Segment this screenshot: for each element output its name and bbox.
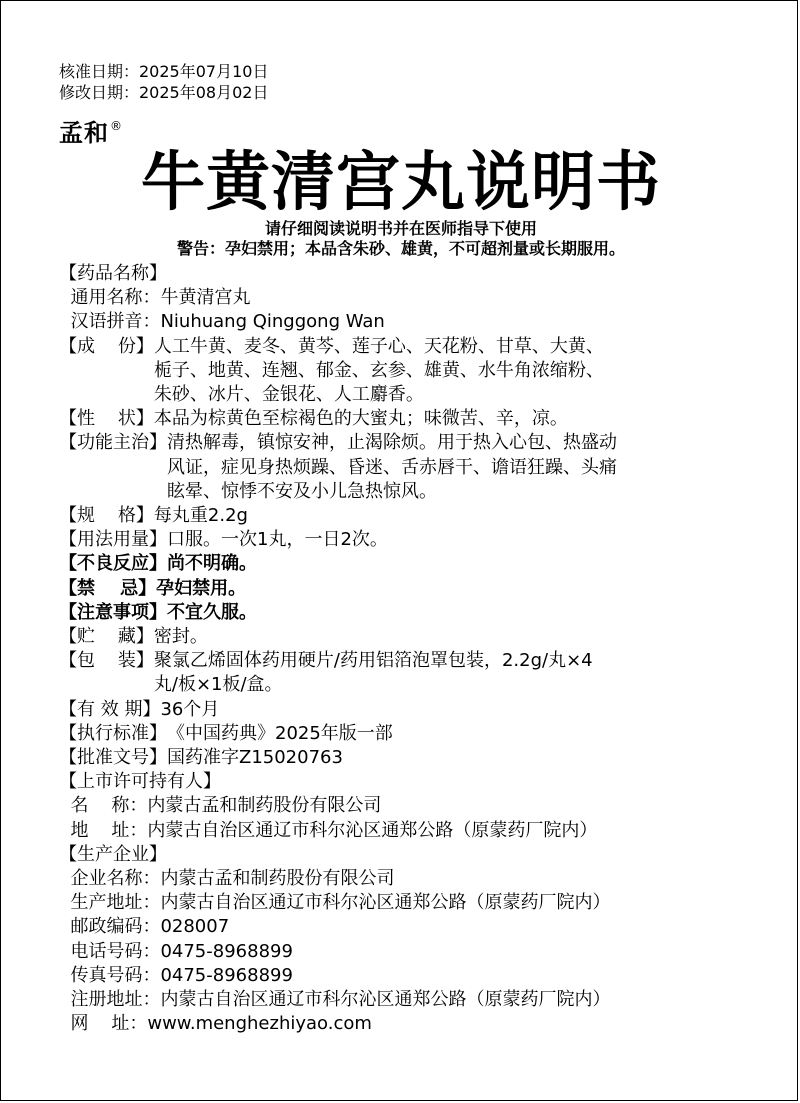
- section-heading: 【药品名称】: [59, 263, 167, 284]
- dosage-row: [59, 528, 789, 552]
- contraindications-value: 孕妇禁用。: [156, 577, 247, 599]
- adverse-value: 尚不明确。: [167, 553, 257, 575]
- mah-name-row: [59, 794, 789, 818]
- brand-name: 孟和: [59, 119, 109, 147]
- phone-row: [59, 940, 789, 964]
- standard-row: [59, 722, 789, 746]
- ingredients-value: 人工牛黄、麦冬、黄芩、莲子心、天花粉、甘草、大黄、 栀子、地黄、连翘、郁金、玄参、雄黄、水牛角浓缩粉、 朱砂、冰片、金银花、人工麝香。: [153, 335, 604, 406]
- dosage-value: 口服。一次1丸，一日2次。: [167, 529, 388, 551]
- dates-block: [59, 61, 268, 103]
- field-label: 传真号码：: [59, 964, 161, 986]
- field-label: 网 址：: [59, 1013, 148, 1035]
- mah-name-value: 内蒙古孟和制药股份有限公司: [147, 795, 382, 817]
- storage-row: [59, 625, 789, 649]
- section-label: 【贮 藏】: [59, 626, 154, 648]
- section-label: 【功能主治】: [59, 432, 167, 454]
- section-label: 【包 装】: [59, 650, 154, 672]
- generic-name-value: 牛黄清宫丸: [160, 287, 251, 309]
- validity-value: 36个月: [160, 698, 220, 720]
- mah-address-value: 内蒙古自治区通辽市科尔沁区通郑公路（原蒙药厂院内）: [147, 819, 598, 841]
- warning-notice: 警告：孕妇禁用；本品含朱砂、雄黄，不可超剂量或长期服用。: [176, 239, 625, 258]
- field-label: 通用名称：: [59, 287, 161, 309]
- adverse-row: [59, 552, 789, 576]
- generic-name-row: [59, 286, 789, 310]
- section-label: 【性 状】: [59, 408, 154, 430]
- fax-row: [59, 964, 789, 988]
- section-heading: 【生产企业】: [59, 843, 167, 865]
- section-heading: 【上市许可持有人】: [59, 771, 221, 793]
- postcode-value: 028007: [160, 916, 230, 938]
- section-label: 【不良反应】: [59, 553, 167, 575]
- section-label: 【有 效 期】: [59, 698, 161, 720]
- package-value: 聚氯乙烯固体药用硬片/药用铝箔泡罩包装，2.2g/丸×4 丸/板×1板/盒。: [153, 650, 593, 696]
- section-label: 【禁 忌】: [59, 577, 157, 599]
- registered-address-row: [59, 988, 789, 1012]
- field-label: 注册地址：: [59, 989, 161, 1011]
- page-title: 牛黄清宫丸说明书: [141, 145, 661, 220]
- standard-value: 《中国药典》2025年版一部: [167, 722, 393, 744]
- spec-row: [59, 504, 789, 528]
- phone-value: 0475-8968899: [160, 940, 293, 962]
- indications-row: [59, 431, 789, 504]
- manufacturer-address-value: 内蒙古自治区通辽市科尔沁区通郑公路（原蒙药厂院内）: [160, 892, 611, 914]
- section-label: 【批准文号】: [59, 747, 167, 769]
- postcode-row: [59, 915, 789, 939]
- section-label: 【执行标准】: [59, 722, 167, 744]
- field-label: 生产地址：: [59, 892, 161, 914]
- mah-address-row: [59, 819, 789, 843]
- character-value: 本品为棕黄色至棕褐色的大蜜丸；味微苦、辛，凉。: [153, 408, 568, 430]
- read-notice: 请仔细阅读说明书并在医师指导下使用: [264, 219, 537, 238]
- leaflet-content: [59, 262, 789, 1037]
- manufacturer-name-row: [59, 867, 789, 891]
- spec-value: 每丸重2.2g: [153, 505, 248, 527]
- contraindications-row: [59, 577, 789, 601]
- drug-name-heading: [59, 262, 789, 286]
- field-label: 邮政编码：: [59, 916, 161, 938]
- registered-address-value: 内蒙古自治区通辽市科尔沁区通郑公路（原蒙药厂院内）: [160, 989, 611, 1011]
- mah-heading: [59, 770, 789, 794]
- fax-value: 0475-8968899: [160, 964, 293, 986]
- field-label: 地 址：: [59, 819, 148, 841]
- character-row: [59, 407, 789, 431]
- package-row: [59, 649, 789, 697]
- section-label: 【成 份】: [59, 335, 154, 357]
- precautions-value: 不宜久服。: [167, 601, 257, 623]
- pinyin-value: Niuhuang Qinggong Wan: [160, 311, 385, 333]
- validity-row: [59, 698, 789, 722]
- precautions-row: [59, 601, 789, 625]
- website-row: [59, 1012, 789, 1036]
- manufacturer-address-row: [59, 891, 789, 915]
- pinyin-row: [59, 310, 789, 334]
- section-label: 【规 格】: [59, 505, 154, 527]
- approval-date: 核准日期：2025年07月10日: [59, 62, 269, 81]
- storage-value: 密封。: [153, 626, 208, 648]
- field-label: 名 称：: [59, 795, 148, 817]
- field-label: 企业名称：: [59, 868, 161, 890]
- field-label: 汉语拼音：: [59, 311, 161, 333]
- manufacturer-heading: [59, 843, 789, 867]
- registered-mark: ®: [110, 119, 123, 133]
- website-value: www.menghezhiyao.com: [147, 1013, 372, 1035]
- revision-date: 修改日期：2025年08月02日: [59, 83, 269, 102]
- indications-value: 清热解毒，镇惊安神，止渴除烦。用于热入心包、热盛动 风证，症见身热烦躁、昏迷、舌赤唇干、谵语狂躁、头痛 眩晕、惊悸不安及小儿急热惊风。: [167, 432, 617, 502]
- field-label: 电话号码：: [59, 940, 161, 962]
- approval-number-value: 国药准字Z15020763: [167, 747, 343, 769]
- section-label: 【用法用量】: [59, 529, 167, 551]
- ingredients-row: [59, 335, 789, 408]
- manufacturer-name-value: 内蒙古孟和制药股份有限公司: [160, 868, 395, 890]
- section-label: 【注意事项】: [59, 601, 167, 623]
- approval-number-row: [59, 746, 789, 770]
